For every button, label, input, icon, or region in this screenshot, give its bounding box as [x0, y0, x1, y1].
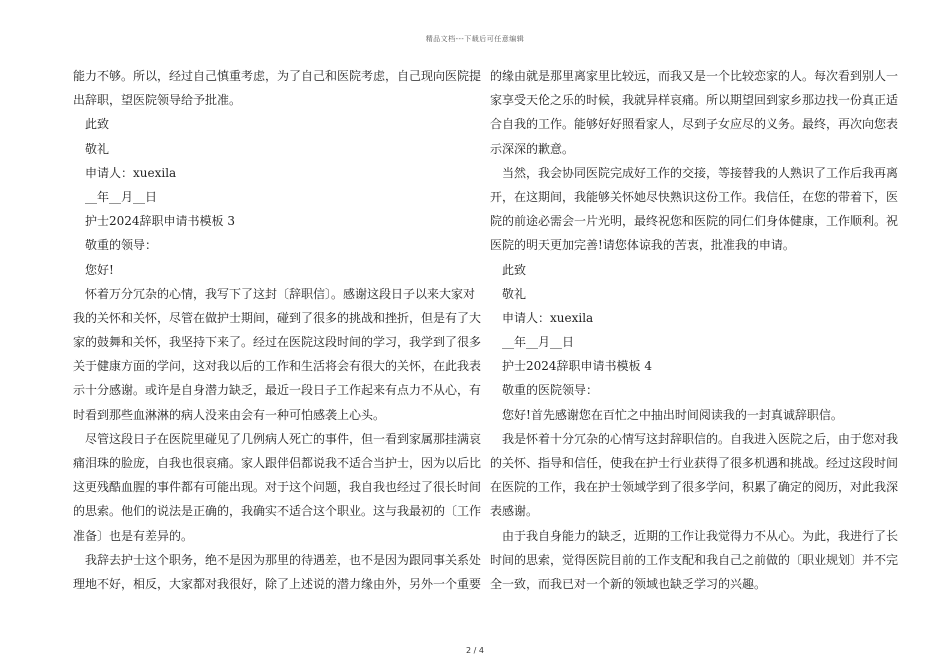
- text-line: 由于我自身能力的缺乏，近期的工作让我觉得力不从心。为此，我进行了长: [502, 528, 899, 543]
- text-line: 示深深的歉意。: [490, 141, 575, 156]
- text-line: 关于健康方面的学问，这对我以后的工作和生活将会有很大的关怀，在此我表: [73, 359, 482, 374]
- page-number: 2 / 4: [466, 646, 484, 655]
- text-line: 医院的明天更加完善!请您体谅我的苦衷，批准我的申请。: [490, 238, 795, 253]
- closing-line: 此致: [502, 262, 527, 277]
- text-line: 的关怀、指导和信任，使我在护士行业获得了很多机遇和挑战。经过这段时间: [490, 456, 899, 470]
- applicant-line: 申请人：xuexila: [85, 165, 177, 180]
- text-line: 痛泪珠的脸庞，自我也很哀痛。家人跟伴侣都说我不适合当护士，因为以后比: [73, 456, 482, 470]
- greeting-line: 您好!: [85, 262, 114, 277]
- text-line: 开，在这期间，我能够关怀她尽快熟识这份工作。我信任，在您的带着下，医: [490, 189, 899, 204]
- applicant-line: 申请人：xuexila: [502, 310, 594, 325]
- text-line: 准备〕也是有差异的。: [73, 528, 194, 543]
- greeting-line: 敬重的领导：: [85, 238, 158, 253]
- left-column: [73, 64, 482, 596]
- text-line: 院的前途必需会一片光明，最终祝您和医院的同仁们身体健康，工作顺利。祝: [490, 214, 899, 229]
- text-line: 时间的思索，觉得医院目前的工作支配和我自己之前做的〔职业规划〕并不完: [490, 552, 899, 567]
- text-line: 表感谢。: [490, 504, 539, 519]
- section-title: 护士2024辞职申请书模板 4: [502, 359, 652, 374]
- text-line: 当然，我会协同医院完成好工作的交接，等接替我的人熟识了工作后我再离: [502, 165, 899, 180]
- greeting-line: 您好!首先感谢您在百忙之中抽出时间阅读我的一封真诚辞职信。: [502, 407, 843, 422]
- text-line: 能力不够。所以，经过自己慎重考虑，为了自己和医院考虑，自己现向医院提: [73, 69, 482, 83]
- header-note: 精品文档---下载后可任意编辑: [425, 35, 525, 43]
- right-column: [490, 64, 899, 596]
- text-line: 我是怀着十分冗杂的心情写这封辞职信的。自我进入医院之后，由于您对我: [502, 431, 899, 446]
- text-line: 的思索。他们的说法是正确的，我确实不适合这个职业。这与我最初的〔工作: [73, 504, 482, 519]
- salutation-line: 敬礼: [502, 286, 527, 301]
- section-title: 护士2024辞职申请书模板 3: [85, 214, 235, 229]
- text-line: 理地不好，相反，大家都对我很好，除了上述说的潜力缘由外，另外一个重要: [73, 576, 482, 591]
- date-line: __年__月__日: [502, 335, 575, 350]
- text-line: 在医院的工作，我在护士领域学到了很多学问，积累了确定的阅历，对此我深: [490, 480, 899, 495]
- closing-line: 此致: [85, 117, 110, 132]
- salutation-line: 敬礼: [85, 141, 110, 156]
- text-line: 家享受天伦之乐的时候，我就异样哀痛。所以期望回到家乡那边找一份真正适: [490, 93, 899, 108]
- text-line: 怀着万分冗杂的心情，我写下了这封〔辞职信〕。感谢这段日子以来大家对: [85, 286, 476, 301]
- text-line: 合自我的工作。能够好好照看家人，尽到子女应尽的义务。最终，再次向您表: [490, 117, 899, 132]
- text-line: 全一致，而我已对一个新的领域也缺乏学习的兴趣。: [490, 576, 767, 591]
- greeting-line: 敬重的医院领导：: [502, 383, 599, 398]
- text-line: 我的关怀和关怀，尽管在做护士期间，碰到了很多的挑战和挫折，但是有了大: [73, 310, 482, 325]
- text-line: 我辞去护士这个职务，绝不是因为那里的待遇差，也不是因为跟同事关系处: [85, 552, 482, 567]
- text-line: 尽管这段日子在医院里碰见了几例病人死亡的事件，但一看到家属那挂满哀: [85, 431, 482, 446]
- text-line: 出辞职，望医院领导给予批准。: [73, 93, 242, 108]
- date-line: __年__月__日: [85, 189, 158, 204]
- text-line: 这更残酷血腥的事件都有可能出现。对于这个问题，我自我也经过了很长时间: [73, 480, 482, 495]
- text-line: 家的鼓舞和关怀，我坚持下来了。经过在医院这段时间的学习，我学到了很多: [73, 335, 482, 350]
- text-line: 时看到那些血淋淋的病人没来由会有一种可怕感袭上心头。: [73, 407, 386, 422]
- text-line: 的缘由就是那里离家里比较远，而我又是一个比较恋家的人。每次看到别人一: [490, 69, 899, 83]
- text-line: 示十分感谢。或许是自身潜力缺乏，最近一段日子工作起来有点力不从心，有: [73, 383, 482, 398]
